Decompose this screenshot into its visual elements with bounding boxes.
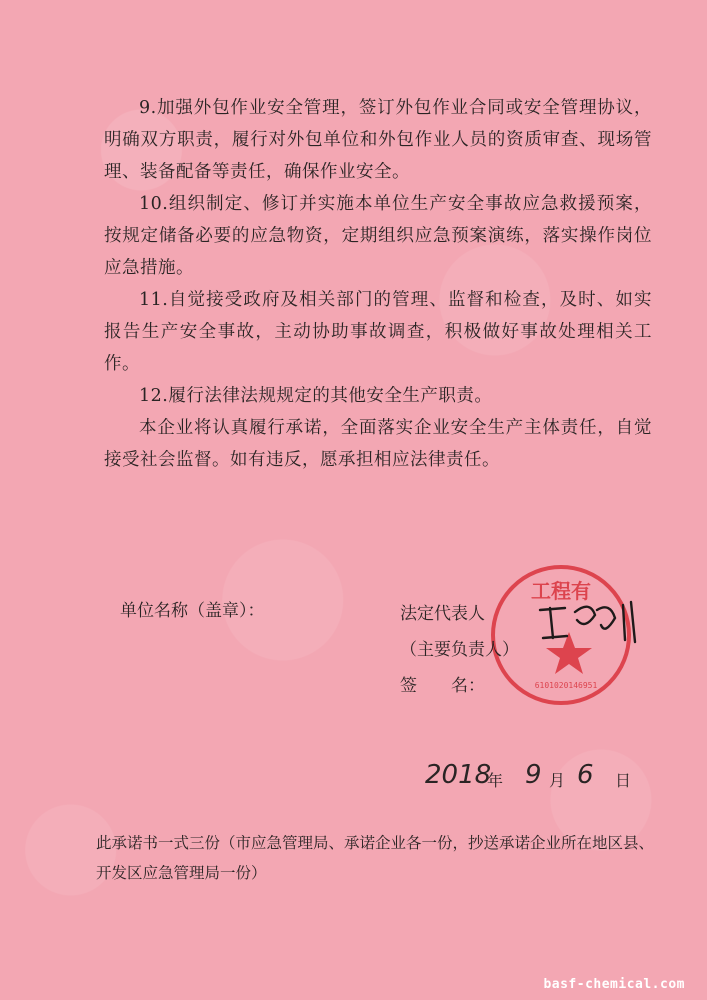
seal-number: 6101020146951 (534, 681, 598, 690)
commitment-statement: 本企业将认真履行承诺，全面落实企业安全生产主体责任，自觉接受社会监督。如有违反，愿承担相应法律责任。 (104, 418, 652, 470)
date-month-handwritten: 9 (525, 760, 542, 790)
date-day-handwritten: 6 (577, 760, 594, 790)
copies-footnote: 此承诺书一式三份（市应急管理局、承诺企业各一份，抄送承诺企业所在地区县、开发区应急管理局一份） (96, 834, 655, 882)
seal-text: 工程有 (531, 579, 591, 603)
paragraph-item-10: 10.组织制定、修订并实施本单位生产安全事故应急救援预案，按规定储备必要的应急物资，定期组织应急预案演练，落实操作岗位应急措施。 (104, 194, 652, 278)
handwritten-signature (535, 590, 645, 645)
legal-rep-label: 法定代表人 (400, 604, 485, 624)
principal-label: （主要负责人） (400, 640, 519, 660)
paragraph-item-11: 11.自觉接受政府及相关部门的管理、监督和检查，及时、如实报告生产安全事故，主动协助事故调查，积极做好事故处理相关工作。 (104, 290, 652, 374)
date-day-char: 日 (615, 771, 632, 790)
commitment-body (104, 92, 652, 476)
unit-name-label: 单位名称（盖章）： (120, 601, 265, 621)
site-watermark: basf-chemical.com (543, 977, 685, 992)
paragraph-item-12: 12.履行法律法规规定的其他安全生产职责。 (139, 386, 493, 406)
paragraph-item-9: 9.加强外包作业安全管理，签订外包作业合同或安全管理协议，明确双方职责，履行对外包单位和外包作业人员的资质审查、现场管理、装备配备等责任，确保作业安全。 (104, 98, 652, 182)
date-month-char: 月 (549, 771, 566, 790)
sign-label: 签 名： (400, 676, 485, 696)
signing-date (425, 760, 655, 800)
legal-rep-block (400, 596, 519, 704)
date-year-char: 年 (487, 771, 504, 790)
date-year-handwritten: 2018 (425, 760, 492, 790)
